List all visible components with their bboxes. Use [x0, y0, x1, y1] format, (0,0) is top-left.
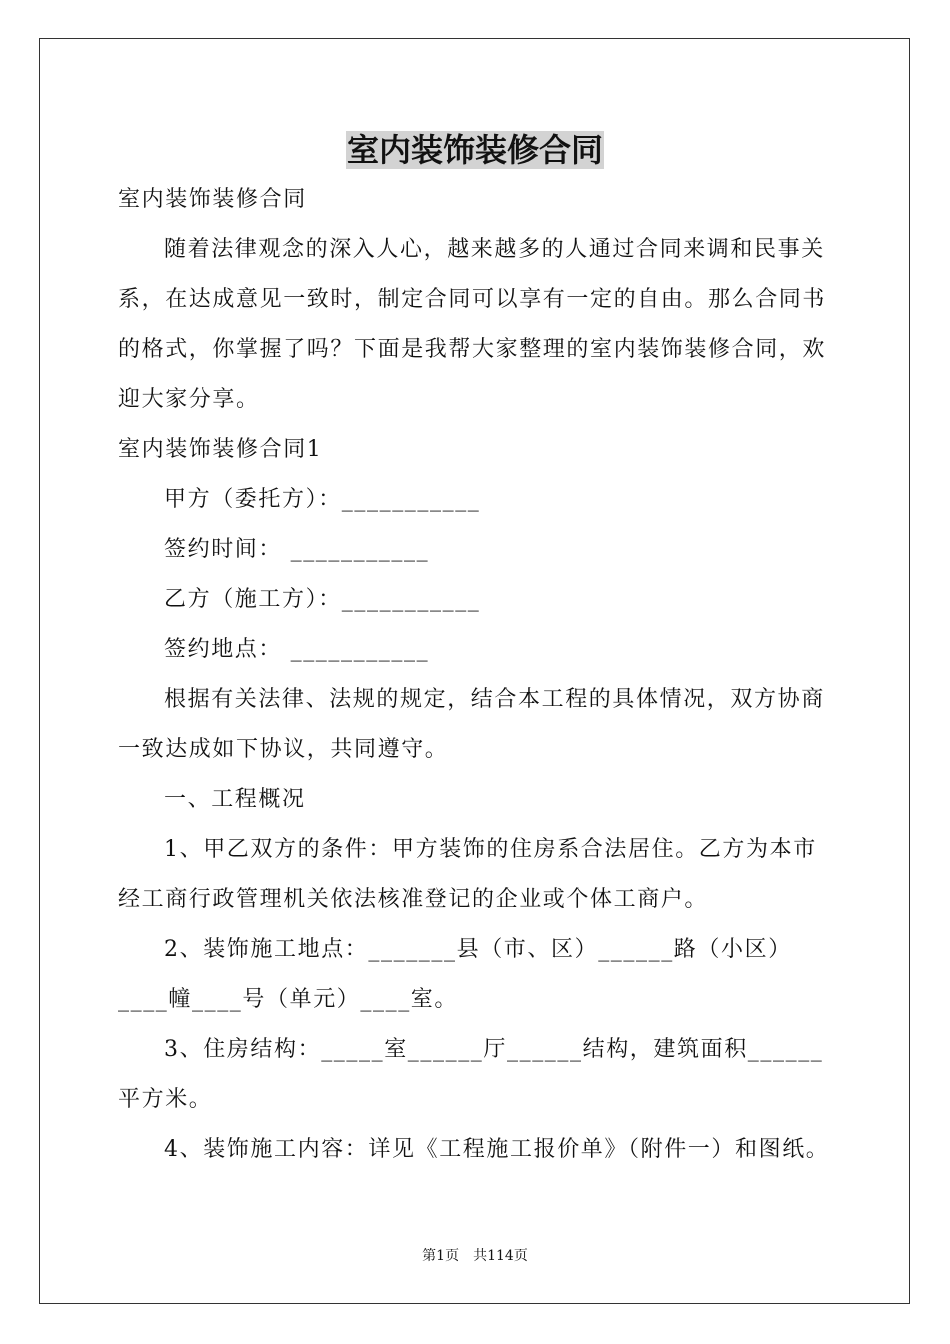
- paragraph-intro: 随着法律观念的深入人心，越来越多的人通过合同来调和民事关系，在达成意见一致时，制定合同可以享有一定的自由。那么合同书的格式，你掌握了吗？下面是我帮大家整理的室内装饰装修合同，欢迎大家分享。: [118, 237, 827, 412]
- paragraph-agreement: 根据有关法律、法规的规定，结合本工程的具体情况，双方协商一致达成如下协议，共同遵守。: [118, 687, 825, 762]
- signing-place-field: 签约地点： ___________: [164, 637, 430, 662]
- section-heading-overview: 一、工程概况: [164, 787, 306, 812]
- paragraph-heading: 室内装饰装修合同: [118, 187, 307, 212]
- page-number: 第1页: [422, 1248, 460, 1264]
- party-b-field: 乙方（施工方）：___________: [164, 587, 481, 612]
- document-title-text: 室内装饰装修合同: [346, 131, 603, 169]
- clause-2: 2、装饰施工地点：_______县（市、区）______路（小区）____幢____号（单元）____室。: [118, 937, 792, 1012]
- party-a-field: 甲方（委托方）：___________: [164, 487, 481, 512]
- signing-time-field: 签约时间： ___________: [164, 537, 430, 562]
- page-footer: [0, 1246, 950, 1266]
- clause-4: 4、装饰施工内容：详见《工程施工报价单》（附件一）和图纸。: [164, 1137, 830, 1162]
- document-title: [0, 128, 950, 172]
- document-body: [118, 175, 838, 1175]
- paragraph-section-title: 室内装饰装修合同1: [118, 437, 323, 462]
- clause-3: 3、住房结构：_____室______厅______结构，建筑面积______平方米。: [118, 1037, 824, 1112]
- clause-1: 1、甲乙双方的条件：甲方装饰的住房系合法居住。乙方为本市经工商行政管理机关依法核准登记的企业或个体工商户。: [118, 837, 817, 912]
- page-total: 共114页: [473, 1248, 528, 1264]
